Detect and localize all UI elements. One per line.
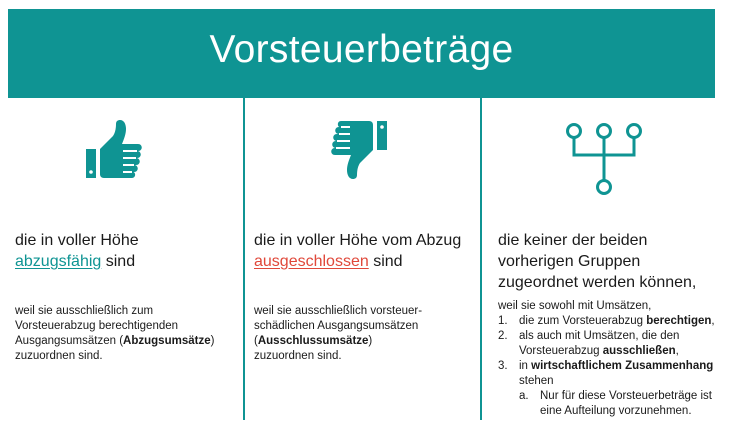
list-item: 2. als auch mit Umsätzen, die den Vorsteuerabzug ausschließen, [498,330,680,357]
highlight-deductible: abzugsfähig [15,253,102,270]
list-item: 3. in wirtschaftlichem Zusammenhang stehen a. Nur für diese Vorsteuerbeträge ist eine Aufteilung vorzunehmen. [498,359,728,419]
page-title: Vorsteuerbeträge [209,28,514,71]
title-banner [8,9,715,98]
column-excluded [245,98,480,428]
column-heading: die in voller Höhe vom Abzug ausgeschlossen sind [254,232,462,270]
highlight-excluded: ausgeschlossen [254,253,369,270]
column-heading: die in voller Höhe abzugsfähig sind [15,232,139,270]
thumbs-down-icon [327,118,387,180]
list-item: a. Nur für diese Vorsteuerbeträge ist eine Aufteilung vorzunehmen. [519,390,712,417]
sub-list [519,389,728,419]
reason-list [498,314,728,419]
column-body: weil sie ausschließlich zum Vorsteuerabzug berechtigenden Ausgangsumsätzen (Abzugsumsätze) zuzuordnen sind. [15,305,215,362]
column-heading: die keiner der beiden vorherigen Gruppen zugeordnet werden können, [498,232,697,291]
column-body: weil sie sowohl mit Umsätzen, 1. die zum Vorsteuerabzug berechtigen, 2. als auch mit Umsätzen, die den Vorsteuerabzug ausschließen, 3. in wirtschaftlichem Zusammenhang stehen a. Nur für diese Vorsteuerbeträge ist eine Aufteilung vorzunehmen. [498,299,728,419]
list-item: 1. die zum Vorsteuerabzug berechtigen, [498,315,715,327]
column-deductible [0,98,243,428]
column-mixed [482,98,732,428]
thumbs-up-icon [86,119,146,181]
column-body: weil sie ausschließlich vorsteuer-schädlichen Ausgangsumsätzen (Ausschlussumsätze) zuzuordnen sind. [254,305,423,362]
branching-icon [565,122,643,196]
